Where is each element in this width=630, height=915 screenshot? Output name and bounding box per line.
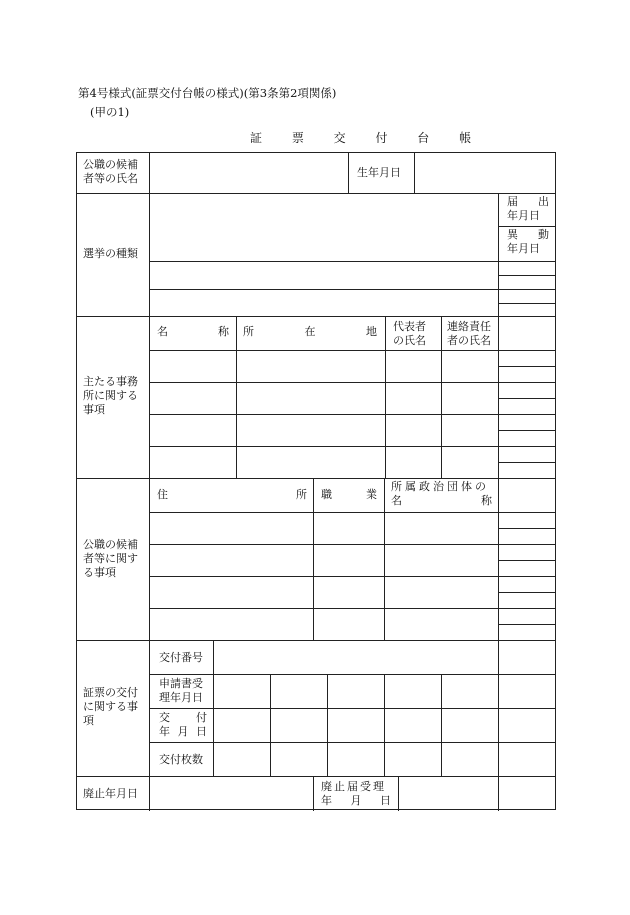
divider	[77, 478, 555, 479]
divider	[498, 289, 555, 290]
occupation-header: 職 業	[321, 488, 377, 501]
change-date-label: 異 動 年月日	[507, 228, 549, 255]
divider	[498, 226, 555, 227]
divider	[384, 478, 385, 640]
issue-date-label: 交 付 年 月 日	[159, 711, 207, 738]
divider	[498, 512, 555, 513]
divider	[149, 261, 498, 262]
divider	[149, 153, 150, 811]
divider	[384, 674, 385, 776]
divider	[149, 576, 498, 577]
ledger-form-table	[76, 152, 556, 810]
political-group-header: 所属政治団体の 名 称	[391, 480, 492, 507]
divider	[498, 193, 499, 811]
divider	[498, 398, 555, 399]
divider	[348, 153, 349, 193]
issue-count-label: 交付枚数	[159, 753, 203, 766]
divider	[498, 576, 555, 577]
divider	[236, 316, 237, 478]
divider	[149, 414, 498, 415]
abolition-receipt-label: 廃止届受理 年 月 日	[321, 780, 391, 807]
divider	[498, 528, 555, 529]
divider	[313, 776, 314, 811]
divider	[498, 303, 555, 304]
divider	[498, 382, 555, 383]
divider	[441, 674, 442, 776]
candidate-name-label: 公職の候補 者等の氏名	[83, 158, 138, 185]
divider	[498, 261, 555, 262]
divider	[149, 382, 498, 383]
representative-name-header: 代表者 の氏名	[393, 320, 426, 347]
candidate-address-header: 住 所	[157, 488, 307, 501]
office-address-header: 所 在 地	[243, 325, 377, 338]
form-sub-line: (甲の1)	[90, 105, 130, 119]
divider	[149, 289, 498, 290]
divider	[77, 193, 555, 194]
candidate-details-label: 公職の候補 者等に関す る事項	[83, 538, 138, 579]
divider	[149, 674, 555, 675]
certificate-issuance-label: 証票の交付 に関する事 項	[83, 686, 138, 727]
divider	[149, 742, 555, 743]
divider	[498, 275, 555, 276]
page-title: 証 票 交 付 台 帳	[250, 131, 485, 145]
divider	[498, 592, 555, 593]
divider	[498, 544, 555, 545]
divider	[149, 350, 498, 351]
divider	[398, 776, 399, 811]
divider	[498, 350, 555, 351]
abolition-date-label: 廃止年月日	[83, 787, 138, 800]
divider	[77, 776, 555, 777]
main-office-label: 主たる事務 所に関する 事項	[83, 375, 138, 416]
form-number-line: 第4号様式(証票交付台帳の様式)(第3条第2項関係)	[78, 86, 337, 100]
divider	[149, 608, 498, 609]
contact-person-header: 連絡責任 者の氏名	[447, 320, 491, 347]
divider	[414, 153, 415, 193]
divider	[498, 430, 555, 431]
birth-date-label: 生年月日	[357, 166, 401, 179]
issue-number-label: 交付番号	[159, 651, 203, 664]
divider	[270, 674, 271, 776]
divider	[498, 446, 555, 447]
divider	[77, 316, 555, 317]
divider	[149, 544, 498, 545]
divider	[149, 512, 498, 513]
divider	[498, 366, 555, 367]
divider	[149, 446, 498, 447]
office-name-header: 名 称	[157, 325, 229, 338]
divider	[327, 674, 328, 776]
divider	[385, 316, 386, 478]
divider	[498, 608, 555, 609]
divider	[498, 462, 555, 463]
divider	[441, 316, 442, 478]
divider	[313, 478, 314, 640]
divider	[77, 640, 555, 641]
divider	[149, 708, 555, 709]
divider	[498, 560, 555, 561]
election-type-label: 選挙の種類	[83, 247, 138, 260]
application-date-label: 申請書受 理年月日	[159, 677, 203, 704]
divider	[498, 414, 555, 415]
divider	[498, 624, 555, 625]
notify-date-label: 届 出 年月日	[507, 195, 549, 222]
